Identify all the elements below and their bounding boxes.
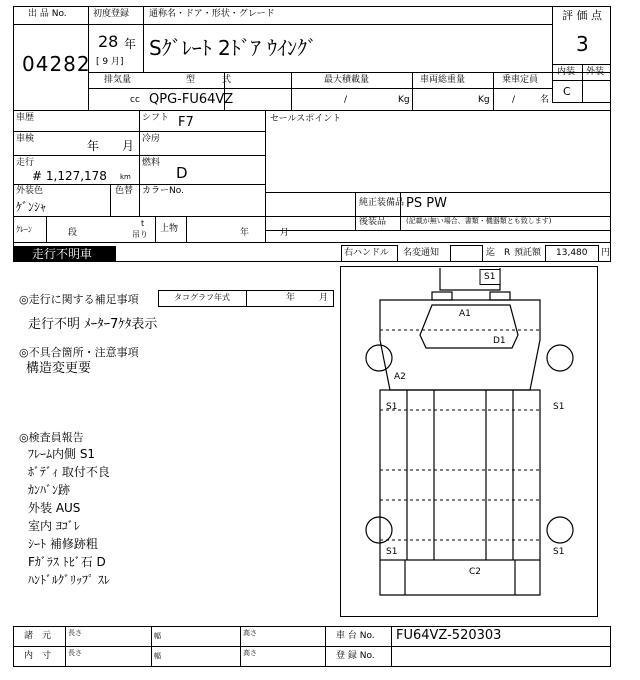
first-reg-year: 28: [98, 32, 119, 51]
inspector-line: ﾌﾚｰﾑ内側 S1: [28, 447, 96, 461]
damage-mark: A2: [394, 372, 406, 382]
wheel-front-right: [547, 345, 573, 371]
history-label: 車歴: [16, 113, 35, 123]
max-load-label: 最大積載量: [324, 75, 370, 85]
tail: [380, 560, 540, 595]
score-value: 3: [576, 32, 589, 56]
interior-dims-label: 内 寸: [24, 651, 52, 661]
shift-label: シフト: [142, 113, 170, 123]
color-value: ｹﾞﾝｼｬ: [16, 200, 47, 214]
lot-no: 04282: [22, 52, 91, 76]
chassis-value: FU64VZ-520303: [396, 628, 502, 643]
r-prefix: R: [504, 248, 511, 258]
interior-label: 内装: [557, 67, 576, 77]
driving-text: 走行不明 ﾒｰﾀｰ7ｹﾀ表示: [28, 317, 158, 332]
gross-weight-label: 車両総重量: [420, 75, 466, 85]
length-label: 長さ: [68, 629, 82, 637]
kg-unit: Kg: [398, 95, 410, 105]
right-hand-label: 右ハンドル: [344, 248, 390, 258]
length-label-2: 長さ: [68, 649, 82, 657]
defect-text: 構造変更要: [26, 361, 92, 376]
crane-year-unit: 年: [240, 228, 250, 238]
damage-mark: S1: [484, 272, 496, 282]
first-reg-month: [ 9 月]: [96, 57, 124, 67]
aftermarket-label: 後装品: [359, 217, 387, 227]
inspector-line: ﾎﾞﾃﾞｨ 取付不良: [28, 465, 110, 479]
model-name: Sｸﾞﾚｰﾄ 2ﾄﾞｱ ｳｲﾝｸﾞ: [149, 36, 318, 60]
inspector-line: 室内 ﾖｺﾞﾚ: [28, 519, 80, 533]
model-code-label: 型 式: [186, 75, 232, 85]
inspector-line: 外装 AUS: [28, 501, 81, 515]
registration-label: 登 録 No.: [336, 651, 375, 661]
wheel-rear-left: [366, 517, 392, 543]
separator-label: 迄: [486, 248, 496, 258]
crane-label: ｸﾚｰﾝ: [16, 225, 32, 234]
damage-mark: S1: [386, 402, 398, 412]
damage-mark: A1: [459, 309, 471, 319]
sales-point-label: セールスポイント: [270, 114, 342, 124]
displacement-label: 排気量: [104, 75, 132, 85]
color-label: 外装色: [16, 186, 44, 196]
color-change-label: 色替: [115, 186, 134, 196]
mileage-label: 走行: [16, 158, 35, 168]
driving-title: ◎走行に関する補足事項: [19, 293, 139, 306]
damage-mark: S1: [386, 547, 398, 557]
first-reg-year-unit: 年: [124, 37, 137, 51]
chassis-label: 車 台 No.: [336, 631, 375, 641]
tax-label: 預託額: [514, 248, 542, 258]
width-label: 幅: [154, 632, 161, 640]
lot-no-label: 出 品 No.: [28, 9, 67, 19]
fuel-value: D: [176, 164, 188, 182]
dims-label: 諸 元: [24, 631, 52, 641]
capacity-value: /: [512, 95, 516, 105]
first-reg-label: 初度登録: [93, 9, 130, 19]
inspector-title: ◎検査員報告: [19, 431, 84, 444]
tacho-month-unit: 月: [319, 293, 329, 303]
score-label: 評 価 点: [562, 9, 602, 22]
inspector-line: ｼｰﾄ 補修跡粗: [28, 537, 98, 551]
badge-text: 走行不明車: [32, 247, 93, 261]
cargo-body: [380, 390, 540, 560]
inspection-label: 車検: [16, 134, 35, 144]
damage-mark: S1: [553, 402, 565, 412]
wheel-front-left: [366, 345, 392, 371]
cc-unit: cc: [130, 95, 140, 105]
unknown-mileage-badge: [14, 246, 116, 262]
name-change-label: 名変通知: [403, 248, 440, 258]
inspector-line: ｶﾝﾊﾞﾝ跡: [28, 483, 71, 497]
crane-t-unit: t: [141, 219, 145, 228]
capacity-label: 乗車定員: [502, 75, 539, 85]
max-load-value: /: [344, 95, 348, 105]
width-label-2: 幅: [154, 652, 161, 660]
exterior-label: 外装: [586, 67, 605, 77]
inspection-year-unit: 年: [87, 139, 100, 153]
model-code: QPG-FU64VZ: [149, 92, 234, 107]
equip-value: PS PW: [406, 196, 447, 211]
crane-up-label: 上物: [160, 224, 179, 234]
crane-stage-unit: 段: [68, 228, 78, 238]
wheel-rear-right: [547, 517, 573, 543]
damage-mark: C2: [469, 567, 482, 577]
defect-title: ◎不具合箇所・注意事項: [19, 346, 139, 359]
crane-month-unit: 月: [280, 228, 290, 238]
yen-unit: 円: [601, 248, 611, 258]
persons-unit: 名: [540, 95, 550, 105]
inspector-line: Fｶﾞﾗｽ ﾄﾋﾞ石 D: [28, 555, 106, 569]
model-label: 通称名・ドア・形状・グレード: [149, 9, 275, 19]
inspection-month-unit: 月: [122, 139, 135, 153]
height-label-2: 高さ: [243, 649, 257, 657]
fuel-label: 燃料: [142, 158, 161, 168]
damage-mark: S1: [553, 547, 565, 557]
tachograph-label: タコグラフ年式: [174, 293, 230, 302]
tacho-year-unit: 年: [286, 293, 296, 303]
tax-value: 13,480: [556, 248, 588, 258]
inspector-line: ﾊﾝﾄﾞﾙｸﾞﾘｯﾌﾟ ｽﾚ: [28, 573, 110, 587]
ac-label: 冷房: [142, 134, 161, 144]
aftermarket-note: (記載が無い場合、書類・機器類とも致します): [406, 217, 552, 225]
mileage-unit: km: [120, 173, 131, 181]
shift-value: F7: [178, 115, 194, 130]
crane-hanging-unit: 吊り: [132, 230, 148, 239]
gross-value: Kg: [478, 95, 490, 105]
mirror-right: [490, 292, 510, 300]
mirror-left: [432, 292, 452, 300]
damage-mark: D1: [493, 336, 506, 346]
equip-label: 純正装備品: [359, 198, 405, 208]
mileage-value: # 1,127,178: [32, 169, 107, 183]
height-label: 高さ: [243, 629, 257, 637]
interior-grade: C: [563, 85, 571, 98]
color-code-label: カラーNo.: [142, 186, 184, 196]
